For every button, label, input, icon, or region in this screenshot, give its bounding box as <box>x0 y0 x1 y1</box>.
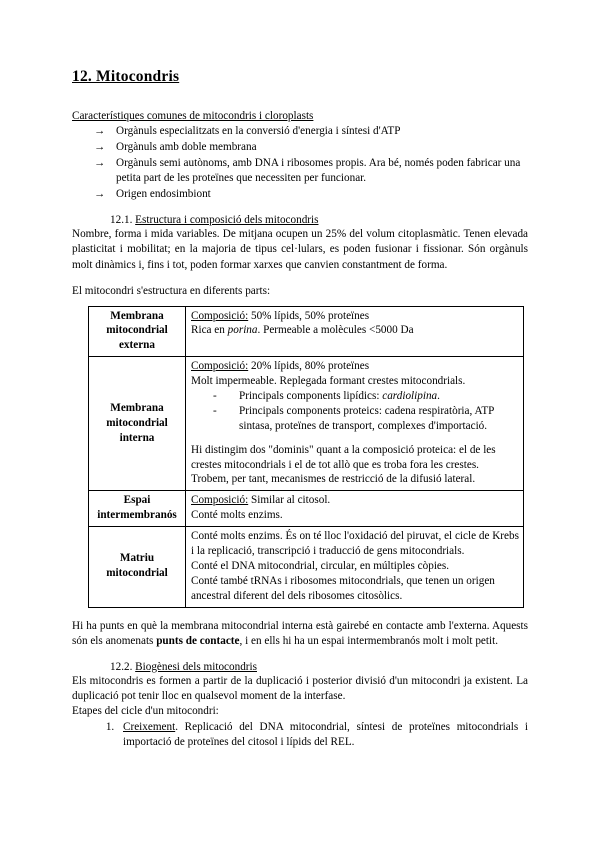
sub-item-pre: Principals components proteics: cadena respiratòria, ATP sintasa, proteïnes de transport, complexes d'importació. <box>239 404 494 432</box>
dash-icon: - <box>213 404 217 417</box>
porina-line-pre: Rica en <box>191 324 228 337</box>
list-item <box>94 140 528 155</box>
list-item <box>117 720 528 751</box>
inner-membrane-line-2: Molt impermeable. Replegada formant crestes mitocondrials. <box>191 375 466 388</box>
arrow-icon: → <box>94 156 106 169</box>
composition-line <box>191 309 519 324</box>
porina-line <box>191 323 519 338</box>
common-features-heading: Característiques comunes de mitocondris i cloroplasts <box>72 110 314 122</box>
composition-value: 20% lípids, 80% proteïnes <box>248 360 370 373</box>
inner-membrane-closing-paragraph: Hi distingim dos "dominis" quant a la composició proteica: el de les crestes mitocondrials i el de tot allò que es troba fora les crestes. Trobem, per tant, mecanismes de restricció de la difusió lateral. <box>191 443 496 486</box>
table-row <box>89 527 524 607</box>
section-12-1-number: 12.1. <box>110 213 133 226</box>
arrow-icon: → <box>94 188 106 201</box>
matrix-line-2: Conté el DNA mitocondrial, circular, en múltiples còpies. <box>191 559 450 572</box>
matrix-line-1: Conté molts enzims. És on té lloc l'oxidació del piruvat, el cicle de Krebs i la replicació, transcripció i traducció de gens mitocondrials. <box>191 530 519 558</box>
list-item <box>213 389 519 404</box>
composition-label: Composició: <box>191 494 249 507</box>
porina-term: porina <box>227 324 258 337</box>
list-item <box>94 124 528 139</box>
list-item <box>213 404 519 434</box>
arrow-icon: → <box>94 140 106 153</box>
porina-line-post: . Permeable a molècules <5000 Da <box>257 324 414 337</box>
composition-value: Similar al citosol. <box>248 494 331 507</box>
page-title: 12. Mitocondris <box>72 68 180 85</box>
list-item-text: Orgànuls especialitzats en la conversió d'energia i síntesi d'ATP <box>116 125 401 137</box>
section-12-2-number: 12.2. <box>110 660 133 673</box>
sub-item-pre: Principals components lipídics: <box>239 390 383 403</box>
section-12-2-heading <box>72 661 528 673</box>
composition-value: 50% lípids, 50% proteïnes <box>248 309 370 322</box>
row-content-outer-membrane <box>186 306 524 357</box>
composition-line <box>191 493 519 508</box>
list-item <box>94 156 528 187</box>
stage-description: . Replicació del DNA mitocondrial, síntesi de proteïnes mitocondrials i importació de proteïnes del citosol i lípids del REL. <box>123 720 528 749</box>
section-12-2-paragraph: Els mitocondris es formen a partir de la duplicació i posterior divisió d'un mitocondri ja existent. La duplicació pot tenir lloc en qualsevol moment de la interfase. <box>72 674 528 702</box>
common-features-heading-wrap <box>72 106 528 124</box>
mitochondria-parts-table <box>88 306 524 608</box>
list-item-text: Orgànuls semi autònoms, amb DNA i ribosomes propis. Ara bé, només poden fabricar una petita part de les proteïnes que necessiten per funcionar. <box>116 156 521 185</box>
row-content-matrix <box>186 527 524 607</box>
row-label-intermembrane-space: Espai intermembranós <box>89 491 186 527</box>
section-12-1-title: Estructura i composició dels mitocondris <box>135 213 319 226</box>
common-features-list <box>72 124 528 203</box>
row-label-outer-membrane: Membrana mitocondrial externa <box>89 306 186 357</box>
intermembrane-line-2: Conté molts enzims. <box>191 509 283 522</box>
table-row <box>89 357 524 491</box>
cardiolipina-term: cardiolipina <box>382 390 438 403</box>
row-content-inner-membrane <box>186 357 524 491</box>
composition-label: Composició: <box>191 309 249 322</box>
table-row <box>89 306 524 357</box>
list-item <box>94 187 528 202</box>
row-label-matrix: Matriu mitocondrial <box>89 527 186 607</box>
stage-name: Creixement <box>123 720 176 733</box>
matrix-line-3: Conté també tRNAs i ribosomes mitocondrials, que tenen un origen ancestral diferent del dels ribosomes citosòlics. <box>191 574 495 602</box>
inner-membrane-sub-list <box>191 389 519 434</box>
contact-points-term: punts de contacte <box>156 635 240 648</box>
sub-item-post: . <box>437 390 440 403</box>
list-item-text: Origen endosimbiont <box>116 188 211 201</box>
stages-intro-text: Etapes del cicle d'un mitocondri: <box>72 705 219 718</box>
row-label-inner-membrane: Membrana mitocondrial interna <box>89 357 186 491</box>
composition-line <box>191 359 519 374</box>
after-table-text-2: , i en ells hi ha un espai intermembranós molt i molt petit. <box>239 635 499 648</box>
section-12-1-heading <box>72 214 528 226</box>
table-intro-text: El mitocondri s'estructura en diferents parts: <box>72 285 271 298</box>
section-12-1-paragraph: Nombre, forma i mida variables. De mitjana ocupen un 25% del volum citoplasmàtic. Tenen elevada plasticitat i mobilitat; en la majoria de tipus cel·lulars, es poden fusionar i fissionar. Són orgànuls molt dinàmics i, fins i tot, poden formar xarxes que canvien constantment de forma. <box>72 227 528 271</box>
composition-label: Composició: <box>191 360 249 373</box>
table-row <box>89 491 524 527</box>
after-table-paragraph <box>72 619 528 650</box>
dash-icon: - <box>213 390 217 403</box>
after-table-text-1: Hi ha punts en què la membrana mitocondrial interna està gairebé en contacte amb l'externa. Aquests són els anomenats <box>72 619 528 648</box>
section-12-2-title: Biogènesi dels mitocondris <box>135 660 257 673</box>
stages-list <box>72 720 528 751</box>
arrow-icon: → <box>94 125 106 137</box>
list-item-text: Orgànuls amb doble membrana <box>116 140 257 153</box>
row-content-intermembrane-space <box>186 491 524 527</box>
